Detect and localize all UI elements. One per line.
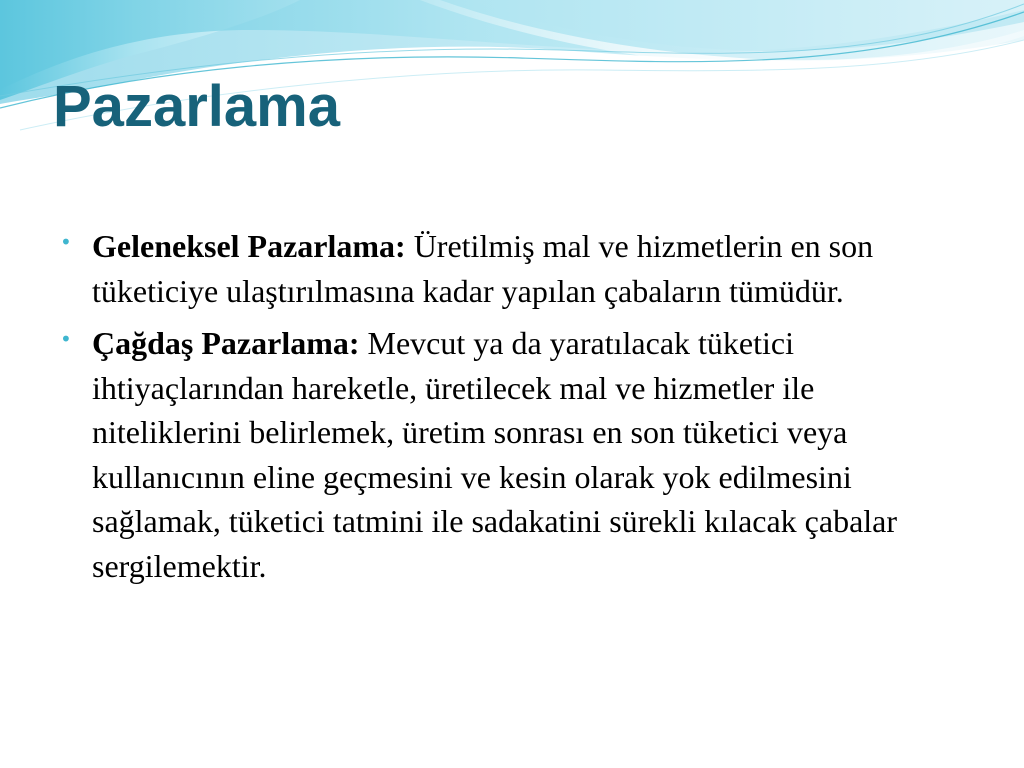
bullet-term: Geleneksel Pazarlama:	[92, 228, 406, 264]
bullet-item-geleneksel	[60, 224, 970, 313]
bullet-item-cagdas	[60, 321, 970, 588]
bullet-text: Mevcut ya da yaratılacak tüketici ihtiyaçlarından hareketle, üretilecek mal ve hizmetler ile niteliklerini belirlemek, üretim sonrası en son tüketici veya kullanıcının eline geçmesini ve kesin olarak yok edilmesini sağlamak, tüketici tatmini ile sadakatini sürekli kılacak çabalar sergilemektir.	[92, 325, 898, 584]
bullet-dot-icon: •	[60, 327, 72, 351]
bullet-term: Çağdaş Pazarlama:	[92, 325, 360, 361]
bullet-dot-icon: •	[60, 230, 72, 254]
bullet-text: Üretilmiş mal ve hizmetlerin en son tüketiciye ulaştırılmasına kadar yapılan çabaların tümüdür.	[92, 228, 874, 309]
bullet-list	[60, 224, 970, 596]
slide-title: Pazarlama	[53, 74, 340, 139]
